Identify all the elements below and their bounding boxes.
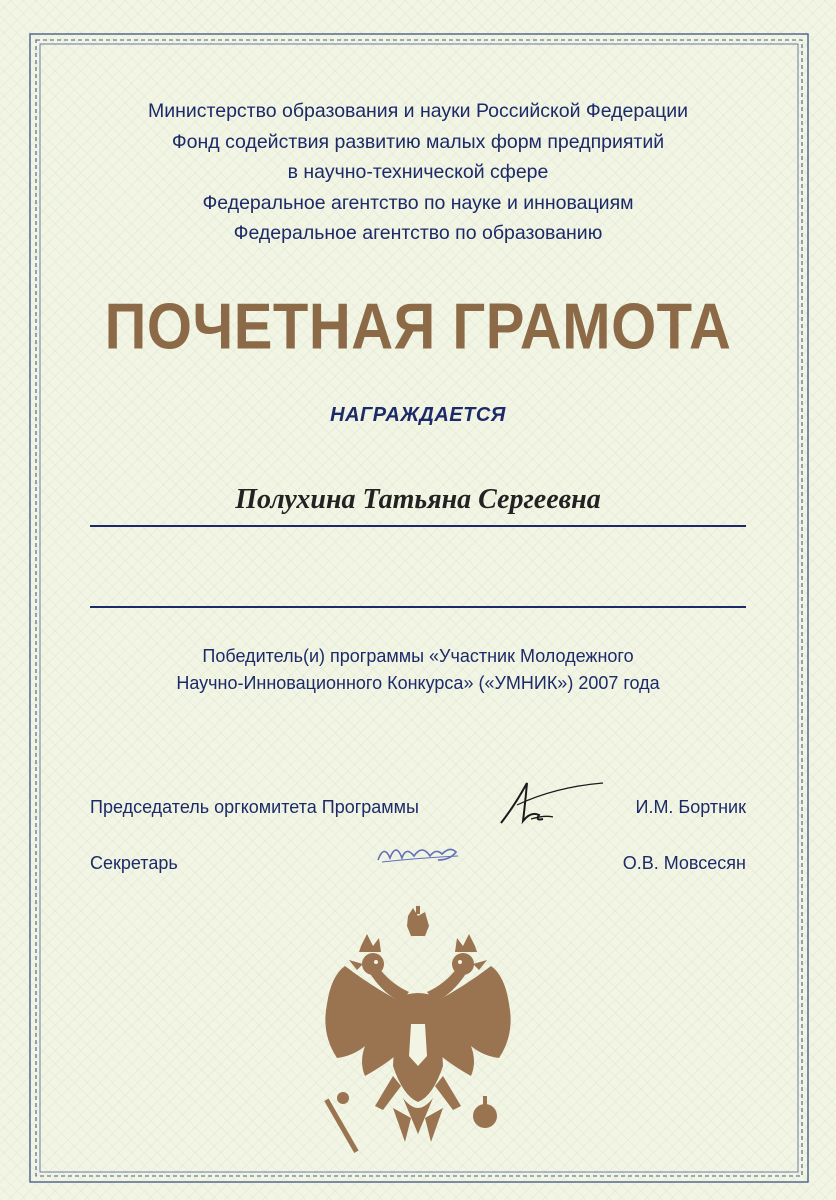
recipient-name: Полухина Татьяна Сергеевна	[235, 484, 601, 515]
signatory-role: Секретарь	[90, 853, 178, 873]
signature-chairman-icon	[495, 775, 605, 831]
organization-line: в научно-технической сфере	[287, 161, 549, 183]
description-line: Научно-Инновационного Конкурса» («УМНИК») 2007 года	[176, 673, 660, 693]
signature-secretary-icon	[372, 838, 464, 868]
double-headed-eagle-icon	[313, 906, 523, 1158]
blank-line	[90, 606, 746, 608]
organization-line: Министерство образования и науки Российской Федерации	[147, 100, 689, 122]
certificate-title: ПОЧЕТНАЯ ГРАМОТА	[104, 290, 732, 363]
issuing-organizations	[0, 96, 836, 249]
award-description	[0, 643, 836, 697]
signatory-name: О.В. Мовсесян	[622, 853, 746, 873]
organization-line: Фонд содействия развитию малых форм предприятий	[171, 130, 665, 153]
signatory-role: Председатель оргкомитета Программы	[90, 797, 419, 817]
recipient-underline	[90, 525, 746, 527]
organization-line: Федеральное агентство по науке и инновациям	[202, 191, 634, 214]
awarded-label: НАГРАЖДАЕТСЯ	[330, 404, 506, 426]
signatory-name: И.М. Бортник	[635, 797, 746, 817]
organization-line: Федеральное агентство по образованию	[233, 222, 603, 244]
description-line: Победитель(и) программы «Участник Молодежного	[202, 646, 634, 666]
